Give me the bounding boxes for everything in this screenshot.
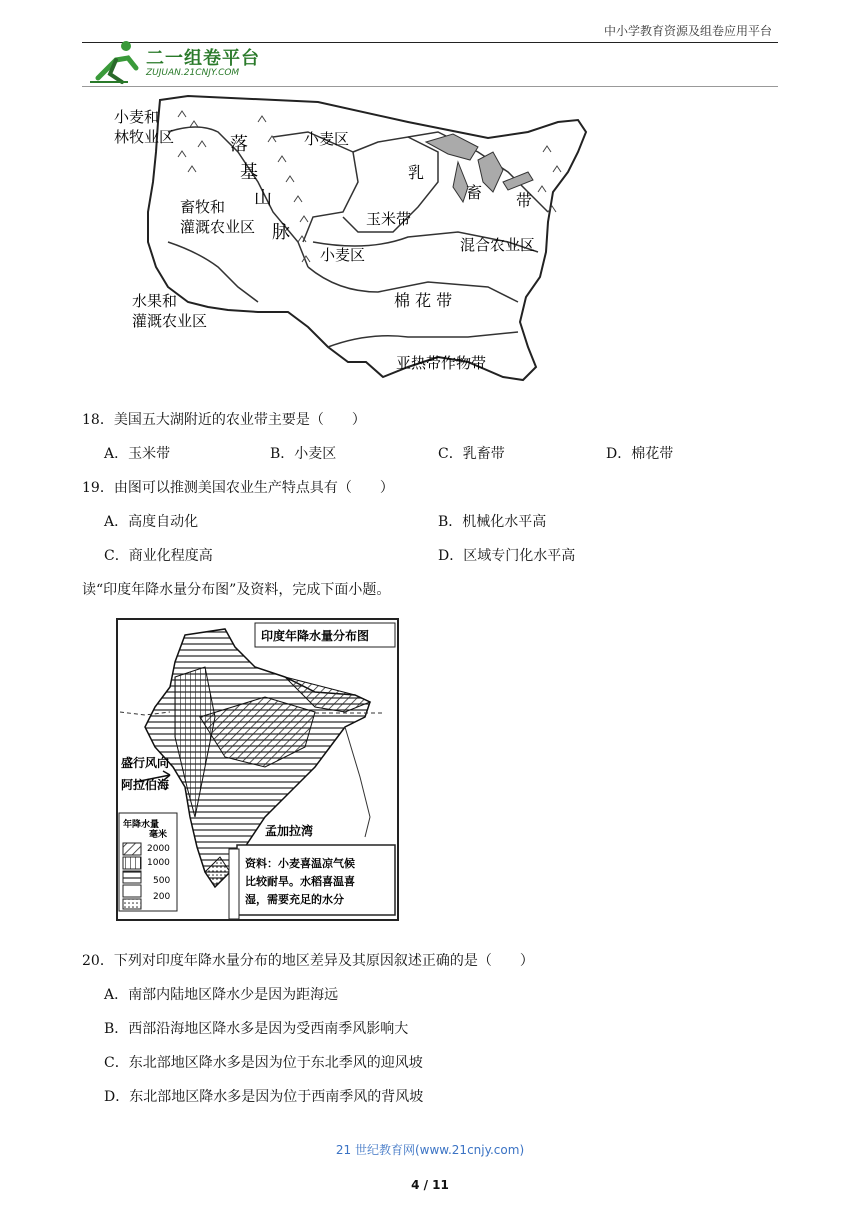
q19-option-b: B．机械化水平高 (438, 514, 547, 530)
header-divider-lower (82, 86, 778, 87)
question-18-stem: 18．美国五大湖附近的农业带主要是（ ） (82, 412, 366, 428)
note-line-2: 比较耐旱。水稻喜温喜 (245, 875, 355, 888)
note-line-3: 湿，需要充足的水分 (245, 893, 344, 906)
label-fruit-2: 灌溉农业区 (132, 312, 208, 330)
label-wheat-forest: 小麦和 (114, 108, 160, 126)
q20-option-c: C．东北部地区降水多是因为位于东北季风的迎风坡 (104, 1055, 423, 1071)
q20-option-a: A．南部内陆地区降水少是因为距海远 (104, 987, 339, 1003)
label-fruit: 水果和 (132, 292, 178, 310)
label-corn-belt: 玉米带 (366, 210, 412, 228)
q18-option-d: D．棉花带 (606, 446, 674, 462)
logo-title: 二一组卷平台 (146, 48, 260, 69)
header-platform-text: 中小学教育资源及组卷应用平台 (603, 24, 772, 38)
question-20-stem: 20．下列对印度年降水量分布的地区差异及其原因叙述正确的是（ ） (82, 953, 534, 969)
q20-option-d: D．东北部地区降水多是因为位于西南季风的背风坡 (104, 1089, 424, 1105)
legend-unit: 毫米 (149, 830, 168, 840)
legend-title: 年降水量 (123, 820, 160, 830)
label-rocky-2: 基 (240, 162, 258, 183)
label-rocky-4: 脉 (272, 222, 290, 243)
q18-option-a: A．玉米带 (104, 446, 171, 462)
q19-option-a: A．高度自动化 (104, 514, 199, 530)
us-agriculture-map (108, 92, 608, 387)
site-logo (88, 38, 288, 86)
label-mixed-farming: 混合农业区 (460, 236, 536, 254)
label-cotton-belt: 棉 花 带 (394, 291, 453, 310)
runner-logo-icon (88, 38, 148, 86)
label-subtropical: 亚热带作物带 (396, 354, 487, 372)
legend-value-1000: 1000 (147, 858, 170, 868)
india-rainfall-map (115, 617, 400, 922)
q18-option-c: C．乳畜带 (438, 446, 505, 462)
label-rocky-1: 落 (230, 134, 248, 155)
q20-option-b: B．西部沿海地区降水多是因为受西南季风影响大 (104, 1021, 409, 1037)
label-arabian-sea: 阿拉伯海 (121, 778, 170, 792)
question-19-stem: 19．由图可以推测美国农业生产特点具有（ ） (82, 480, 394, 496)
note-line-1: 资料：小麦喜温凉气候 (245, 857, 355, 870)
legend-value-2000: 2000 (147, 844, 170, 854)
label-wheat-forest-2: 林牧业区 (114, 128, 175, 146)
legend-value-500: 500 (153, 876, 171, 886)
label-rocky-3: 山 (254, 188, 272, 209)
label-wheat-south: 小麦区 (320, 246, 366, 264)
label-livestock: 畜牧和 (180, 198, 226, 216)
label-dairy-1: 乳 (408, 163, 425, 182)
label-prevailing-wind: 盛行风向 (121, 756, 170, 770)
label-bay-of-bengal: 孟加拉湾 (265, 824, 314, 838)
india-map-title: 印度年降水量分布图 (261, 629, 370, 643)
q19-option-d: D．区域专门化水平高 (438, 548, 576, 564)
label-dairy-2: 畜 (466, 183, 483, 202)
reading-intro: 读“印度年降水量分布图”及资料，完成下面小题。 (82, 582, 391, 598)
q18-option-b: B．小麦区 (270, 446, 337, 462)
label-livestock-2: 灌溉农业区 (180, 218, 256, 236)
legend-value-200: 200 (153, 892, 171, 902)
logo-subtitle: ZUJUAN.21CNJY.COM (146, 68, 240, 78)
footer-site-link[interactable]: 21 世纪教育网(www.21cnjy.com) (335, 1143, 525, 1157)
label-wheat-north: 小麦区 (304, 130, 350, 148)
q19-option-c: C．商业化程度高 (104, 548, 213, 564)
label-dairy-3: 带 (516, 191, 533, 210)
page-number: 4 / 11 (411, 1178, 449, 1192)
